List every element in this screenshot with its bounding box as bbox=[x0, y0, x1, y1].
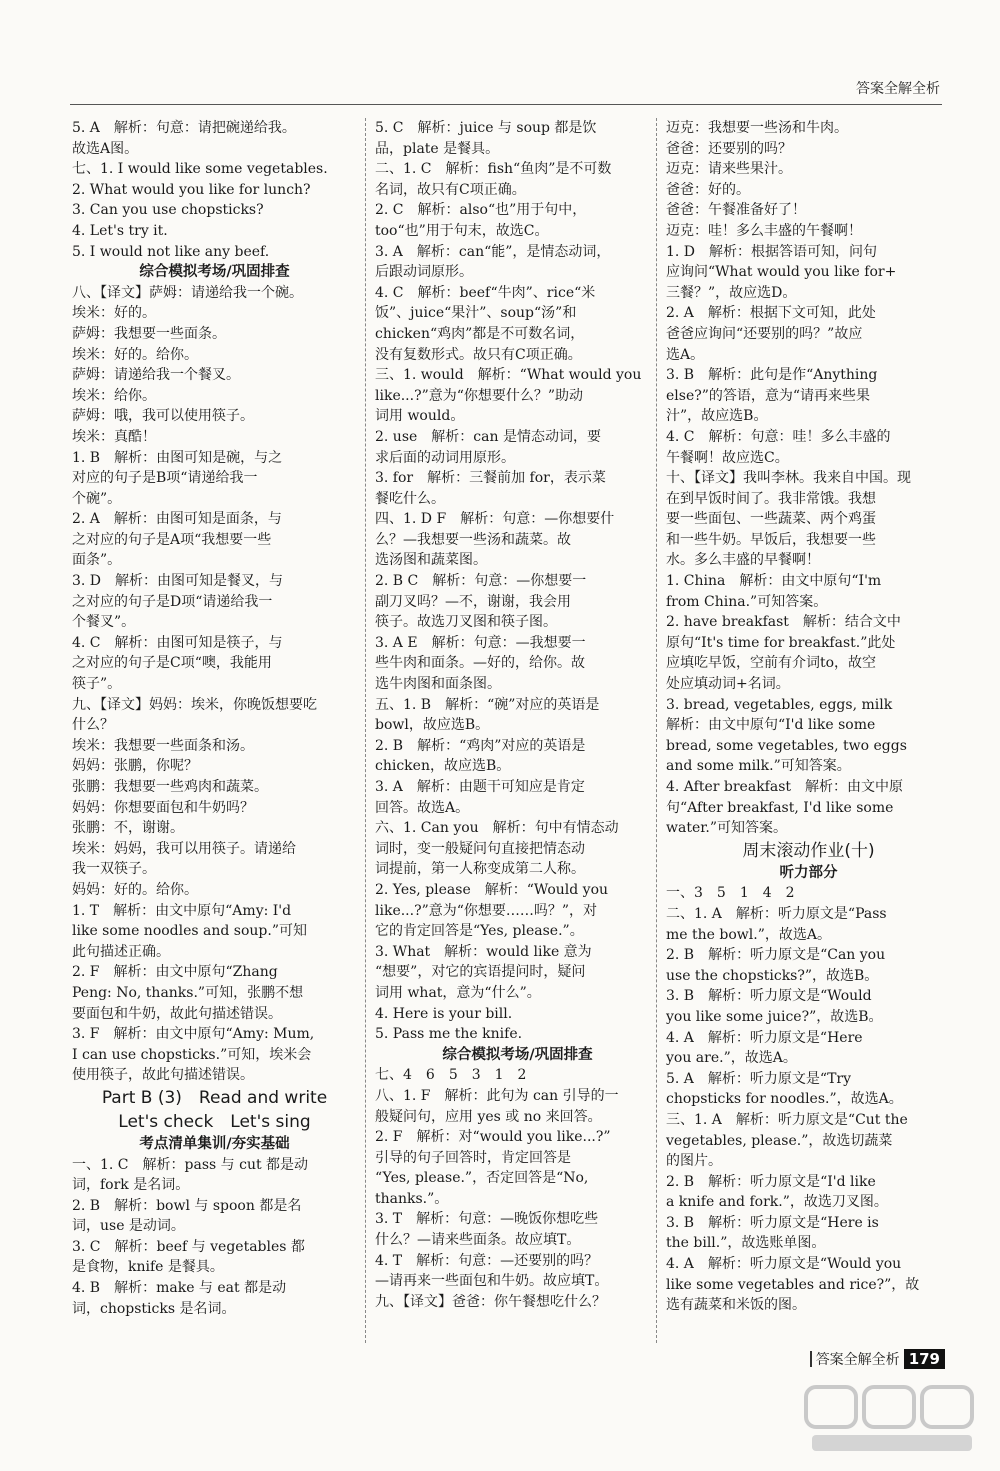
page-footer bbox=[810, 1349, 945, 1369]
text-line: I can use chopsticks.”可知，埃米会 bbox=[72, 1046, 312, 1063]
text-line: 5. I would not like any beef. bbox=[72, 243, 270, 260]
text-line: 3. A E 解析：句意：—我想要一 bbox=[375, 634, 586, 651]
text-line: 什么？—请来些面条。故应填T。 bbox=[375, 1232, 581, 1249]
text-line: 词用 what，意为“什么”。 bbox=[375, 984, 541, 1001]
text-line: 筷子。故选刀叉图和筷子图。 bbox=[375, 614, 557, 631]
text-line: 解析：由文中原句“I'd like some bbox=[666, 717, 876, 734]
text-line: 迈克：我想要一些汤和牛肉。 bbox=[666, 120, 848, 136]
text-line: 应询问“What would you like for+ bbox=[666, 264, 897, 281]
text-line: 九、【译文】爸爸：你午餐想吃什么？ bbox=[375, 1293, 606, 1310]
text-line: 七、4 6 5 3 1 2 bbox=[375, 1067, 527, 1084]
column-left bbox=[72, 118, 357, 1319]
text-line: 5. Pass me the knife. bbox=[375, 1026, 523, 1043]
text-line: 三、1. would 解析：“What would you bbox=[375, 367, 642, 384]
text-line: 2. A 解析：根据下文可知，此处 bbox=[666, 305, 876, 322]
watermark-logo-icon bbox=[802, 1383, 982, 1455]
text-line: 个碗”。 bbox=[72, 490, 122, 507]
text-line: 考点清单集训/夯实基础 bbox=[139, 1135, 290, 1152]
text-line: me the bowl.”，故选A。 bbox=[666, 926, 831, 943]
text-line: 对应的句子是B项“请递给我一 bbox=[72, 470, 258, 487]
text-line: 句“After breakfast, I'd like some bbox=[666, 799, 894, 816]
text-line: 餐吃什么。 bbox=[375, 490, 445, 507]
page-number: 179 bbox=[904, 1349, 945, 1369]
text-line: 爸爸应询问“还要别的吗？”故应 bbox=[666, 325, 863, 342]
text-line: 埃米：好的。给你。 bbox=[72, 346, 198, 363]
text-line: 3. B 解析：听力原文是“Here is bbox=[666, 1214, 879, 1231]
text-line: 的图片。 bbox=[666, 1153, 722, 1170]
text-line: 词，use 是动词。 bbox=[72, 1218, 185, 1235]
text-line: Part B (3) Read and write bbox=[101, 1087, 328, 1108]
text-line: 4. After breakfast 解析：由文中原 bbox=[666, 779, 904, 795]
text-line: 面条”。 bbox=[72, 552, 122, 569]
text-line: 埃米：真酷！ bbox=[72, 428, 156, 445]
text-line: 4. B 解析：make 与 eat 都是动 bbox=[72, 1280, 287, 1297]
text-line: 八、1. F 解析：此句为 can 引导的一 bbox=[375, 1087, 619, 1104]
text-line: 2. What would you like for lunch? bbox=[72, 181, 311, 198]
text-line: 2. A 解析：由图可知是面条，与 bbox=[72, 511, 282, 528]
text-line: 要面包和牛奶，故此句描述错误。 bbox=[72, 1005, 282, 1022]
text-line: 爸爸：还要别的吗？ bbox=[666, 140, 792, 157]
text-line: 四、1. D F 解析：句意：—你想要什 bbox=[375, 511, 615, 528]
text-line: you are.”，故选A。 bbox=[666, 1050, 797, 1067]
text-line: 二、1. A 解析：听力原文是“Pass bbox=[666, 905, 887, 922]
text-line: 2. Yes, please 解析：“Would you bbox=[375, 881, 609, 898]
text-line: chicken“鸡肉”都是不可数名词， bbox=[375, 325, 585, 342]
text-line: 爸爸：好的。 bbox=[666, 181, 750, 198]
text-line: 选汤图和蔬菜图。 bbox=[375, 552, 487, 569]
text-line: 词时，变一般疑问句直接把情态动 bbox=[375, 840, 585, 857]
text-line: 埃米：给你。 bbox=[72, 387, 156, 404]
text-line: 5. C 解析：juice 与 soup 都是饮 bbox=[375, 120, 597, 136]
text-line: 词，fork 是名词。 bbox=[72, 1177, 190, 1194]
column-divider bbox=[656, 118, 657, 1343]
text-line: 后跟动词原形。 bbox=[375, 264, 473, 281]
text-line: 4. C 解析：句意：哇！多么丰盛的 bbox=[666, 428, 891, 445]
text-line: 2. B 解析：bowl 与 spoon 都是名 bbox=[72, 1197, 302, 1214]
text-line: a knife and fork.”，故选刀叉图。 bbox=[666, 1194, 888, 1211]
text-line: 么？—我想要一些汤和蔬菜。故 bbox=[375, 531, 571, 548]
text-line: 4. C 解析：由图可知是筷子，与 bbox=[72, 634, 283, 651]
running-header: 答案全解全析 bbox=[856, 81, 940, 97]
text-line: 2. B C 解析：句意：—你想要一 bbox=[375, 573, 587, 590]
text-line: 午餐啊！故应选C。 bbox=[666, 449, 789, 466]
text-line: like some vegetables and rice?”，故 bbox=[666, 1276, 920, 1293]
text-line: 什么？ bbox=[72, 717, 114, 734]
text-line: 2. F 解析：由文中原句“Zhang bbox=[72, 964, 278, 981]
text-line: chopsticks for noodles.”，故选A。 bbox=[666, 1091, 903, 1108]
text-line: 六、1. Can you 解析：句中有情态动 bbox=[375, 820, 619, 837]
text-line: 2. use 解析：can 是情态动词，要 bbox=[375, 428, 601, 445]
text-line: 3. C 解析：beef 与 vegetables 都 bbox=[72, 1238, 305, 1255]
text-line: 埃米：我想要一些面条和汤。 bbox=[72, 737, 254, 754]
text-line: 没有复数形式。故只有C项正确。 bbox=[375, 346, 582, 363]
text-line: “Yes, please.”，否定回答是“No, bbox=[375, 1170, 589, 1187]
text-line: 1. B 解析：由图可知是碗，与之 bbox=[72, 449, 283, 466]
text-line: 饭”、juice“果汁”、soup“汤”和 bbox=[375, 305, 577, 322]
text-line: 3. D 解析：由图可知是餐叉，与 bbox=[72, 573, 284, 590]
footer-label: 答案全解全析 bbox=[815, 1352, 900, 1368]
text-line: 之对应的句子是D项“请递给我一 bbox=[72, 593, 273, 610]
header-rule bbox=[70, 104, 942, 105]
text-line: 般疑问句，应用 yes 或 no 来回答。 bbox=[375, 1108, 602, 1125]
footer-bar bbox=[810, 1351, 812, 1367]
text-line: 妈妈：张鹏，你呢？ bbox=[72, 758, 198, 775]
text-line: 3. Can you use chopsticks? bbox=[72, 202, 264, 219]
column-right bbox=[666, 118, 951, 1316]
text-line: 3. T 解析：句意：—晚饭你想吃些 bbox=[375, 1211, 599, 1228]
text-line: 九、【译文】妈妈：埃米，你晚饭想要吃 bbox=[72, 696, 317, 713]
text-line: 爸爸：午餐准备好了！ bbox=[666, 202, 806, 219]
text-line: 2. B 解析：“鸡肉”对应的英语是 bbox=[375, 737, 586, 754]
text-line: 十、【译文】我叫李林。我来自中国。现 bbox=[666, 470, 911, 487]
text-line: 综合模拟考场/巩固排查 bbox=[442, 1046, 593, 1063]
text-line: like some noodles and soup.”可知 bbox=[72, 923, 308, 940]
text-line: 张鹏：不，谢谢。 bbox=[72, 820, 184, 837]
text-line: 筷子”。 bbox=[72, 676, 122, 693]
text-line: 埃米：好的。 bbox=[72, 305, 156, 322]
text-line: —请再来一些面包和牛奶。故应填T。 bbox=[375, 1273, 609, 1290]
text-line: 3. What 解析：would like 意为 bbox=[375, 943, 592, 960]
text-line: 副刀叉吗？—不，谢谢，我会用 bbox=[375, 593, 571, 610]
text-line: 1. China 解析：由文中原句“I'm bbox=[666, 573, 882, 590]
text-line: 应填吃早饭，空前有介词to，故空 bbox=[666, 655, 877, 672]
text-line: 选牛肉图和面条图。 bbox=[375, 676, 501, 693]
text-line: 一、1. C 解析：pass 与 cut 都是动 bbox=[72, 1156, 309, 1173]
text-line: 听力部分 bbox=[779, 864, 838, 881]
column-divider bbox=[365, 118, 366, 1343]
text-line: 3. bread, vegetables, eggs, milk bbox=[666, 696, 893, 713]
text-line: 3. F 解析：由文中原句“Amy: Mum, bbox=[72, 1026, 315, 1043]
text-line: the bill.”，故选账单图。 bbox=[666, 1235, 826, 1252]
text-line: 选A。 bbox=[666, 346, 705, 363]
text-line: 词，chopsticks 是名词。 bbox=[72, 1300, 236, 1317]
text-line: 在到早饭时间了。我非常饿。我想 bbox=[666, 490, 876, 507]
text-line: 二、1. C 解析：fish“鱼肉”是不可数 bbox=[375, 161, 612, 178]
text-line: 和一些牛奶。早饭后，我想要一些 bbox=[666, 531, 876, 548]
text-line: 综合模拟考场/巩固排查 bbox=[139, 264, 290, 281]
text-line: Let's check Let's sing bbox=[118, 1111, 311, 1132]
text-line: 引导的句子回答时，肯定回答是 bbox=[375, 1149, 571, 1166]
text-line: 水。多么丰盛的早餐啊！ bbox=[666, 552, 820, 569]
text-line: 3. B 解析：听力原文是“Would bbox=[666, 988, 872, 1005]
text-line: use the chopsticks?”，故选B。 bbox=[666, 967, 879, 984]
text-line: 是食物，knife 是餐具。 bbox=[72, 1259, 224, 1276]
text-line: 八、【译文】萨姆：请递给我一个碗。 bbox=[72, 284, 303, 301]
text-line: 要一些面包、一些蔬菜、两个鸡蛋 bbox=[666, 511, 876, 528]
text-line: “想要”，对它的宾语提问时，疑问 bbox=[375, 964, 586, 981]
text-line: 我一双筷子。 bbox=[72, 861, 156, 878]
text-line: 故选A图。 bbox=[72, 140, 139, 157]
text-line: vegetables, please.”，故选切蔬菜 bbox=[666, 1132, 893, 1149]
text-line: 萨姆：哦，我可以使用筷子。 bbox=[72, 408, 254, 425]
text-line: 原句“It's time for breakfast.”此处 bbox=[666, 634, 896, 651]
text-line: 回答。故选A。 bbox=[375, 799, 470, 816]
text-line: 4. T 解析：句意：—还要别的吗？ bbox=[375, 1252, 599, 1269]
text-line: 3. A 解析：can“能”，是情态动词， bbox=[375, 243, 611, 260]
text-line: 2. have breakfast 解析：结合文中 bbox=[666, 614, 901, 631]
text-line: 2. F 解析：对“would you like...?” bbox=[375, 1129, 611, 1146]
text-line: 求后面的动词用原形。 bbox=[375, 449, 515, 466]
text-line: 五、1. B 解析：“碗”对应的英语是 bbox=[375, 696, 600, 713]
text-line: 迈克：请来些果汁。 bbox=[666, 161, 792, 178]
text-line: chicken，故应选B。 bbox=[375, 758, 511, 775]
text-line: 三餐？”，故应选D。 bbox=[666, 284, 797, 301]
text-line: water.”可知答案。 bbox=[666, 820, 788, 837]
text-line: 名词，故只有C项正确。 bbox=[375, 181, 526, 198]
text-line: 5. A 解析：听力原文是“Try bbox=[666, 1070, 852, 1087]
text-line: and some milk.”可知答案。 bbox=[666, 758, 851, 775]
text-line: 4. A 解析：听力原文是“Would you bbox=[666, 1256, 902, 1273]
column-middle bbox=[375, 118, 660, 1312]
text-line: 选有蔬菜和米饭的图。 bbox=[666, 1297, 806, 1314]
text-line: 萨姆：请递给我一个餐叉。 bbox=[72, 367, 240, 384]
text-line: 一、3 5 1 4 2 bbox=[666, 885, 795, 902]
text-line: bread, some vegetables, two eggs bbox=[666, 737, 907, 754]
text-line: 2. C 解析：also“也”用于句中， bbox=[375, 202, 587, 219]
text-line: 使用筷子，故此句描述错误。 bbox=[72, 1067, 254, 1084]
text-line: 三、1. A 解析：听力原文是“Cut the bbox=[666, 1111, 908, 1128]
text-line: 3. A 解析：由题干可知应是肯定 bbox=[375, 779, 585, 795]
text-line: 埃米：妈妈，我可以用筷子。请递给 bbox=[72, 840, 296, 857]
text-line: from China.”可知答案。 bbox=[666, 593, 828, 610]
text-line: bowl，故应选B。 bbox=[375, 717, 490, 734]
text-line: 此句描述正确。 bbox=[72, 943, 170, 960]
text-line: 迈克：哇！多么丰盛的午餐啊！ bbox=[666, 222, 862, 239]
text-line: 4. Let's try it. bbox=[72, 222, 168, 239]
text-line: 4. C 解析：beef“牛肉”、rice“米 bbox=[375, 284, 596, 301]
text-line: 之对应的句子是C项“噢，我能用 bbox=[72, 655, 272, 672]
text-line: 它的肯定回答是“Yes, please.”。 bbox=[375, 923, 584, 940]
text-line: 4. Here is your bill. bbox=[375, 1005, 513, 1022]
text-line: 七、1. I would like some vegetables. bbox=[72, 161, 328, 178]
text-line: 品，plate 是餐具。 bbox=[375, 140, 500, 157]
text-line: like...?”意为“你想要什么？”助动 bbox=[375, 387, 584, 404]
text-line: 汁”，故应选B。 bbox=[666, 408, 768, 425]
text-line: 4. A 解析：听力原文是“Here bbox=[666, 1029, 863, 1046]
text-line: 萨姆：我想要一些面条。 bbox=[72, 325, 226, 342]
text-line: 妈妈：你想要面包和牛奶吗？ bbox=[72, 799, 254, 816]
text-line: 2. B 解析：听力原文是“I'd like bbox=[666, 1173, 876, 1190]
text-line: 词用 would。 bbox=[375, 408, 465, 425]
text-line: 妈妈：好的。给你。 bbox=[72, 881, 198, 898]
text-line: 之对应的句子是A项“我想要一些 bbox=[72, 531, 272, 548]
text-line: thanks.”。 bbox=[375, 1190, 449, 1207]
text-line: 词提前，第一人称变成第二人称。 bbox=[375, 861, 585, 878]
text-line: Peng: No, thanks.”可知，张鹏不想 bbox=[72, 984, 304, 1001]
text-line: 个餐叉”。 bbox=[72, 614, 136, 631]
text-line: 5. A 解析：句意：请把碗递给我。 bbox=[72, 120, 296, 136]
text-line: like...?”意为“你想要……吗？”，对 bbox=[375, 902, 598, 919]
text-line: you like some juice?”，故选B。 bbox=[666, 1008, 883, 1025]
text-line: 些牛肉和面条。—好的，给你。故 bbox=[375, 655, 585, 672]
text-line: else?”的答语，意为“请再来些果 bbox=[666, 387, 871, 404]
text-line: 1. D 解析：根据答语可知，问句 bbox=[666, 243, 878, 260]
text-line: 周末滚动作业(十) bbox=[742, 840, 875, 861]
text-line: 张鹏：我想要一些鸡肉和蔬菜。 bbox=[72, 779, 268, 795]
text-line: 1. T 解析：由文中原句“Amy: I'd bbox=[72, 902, 292, 919]
text-line: 3. for 解析：三餐前加 for，表示菜 bbox=[375, 470, 606, 487]
text-line: 2. B 解析：听力原文是“Can you bbox=[666, 947, 886, 964]
text-line: too“也”用于句末，故选C。 bbox=[375, 222, 549, 239]
text-line: 处应填动词+名词。 bbox=[666, 676, 790, 693]
text-line: 3. B 解析：此句是作“Anything bbox=[666, 367, 878, 384]
